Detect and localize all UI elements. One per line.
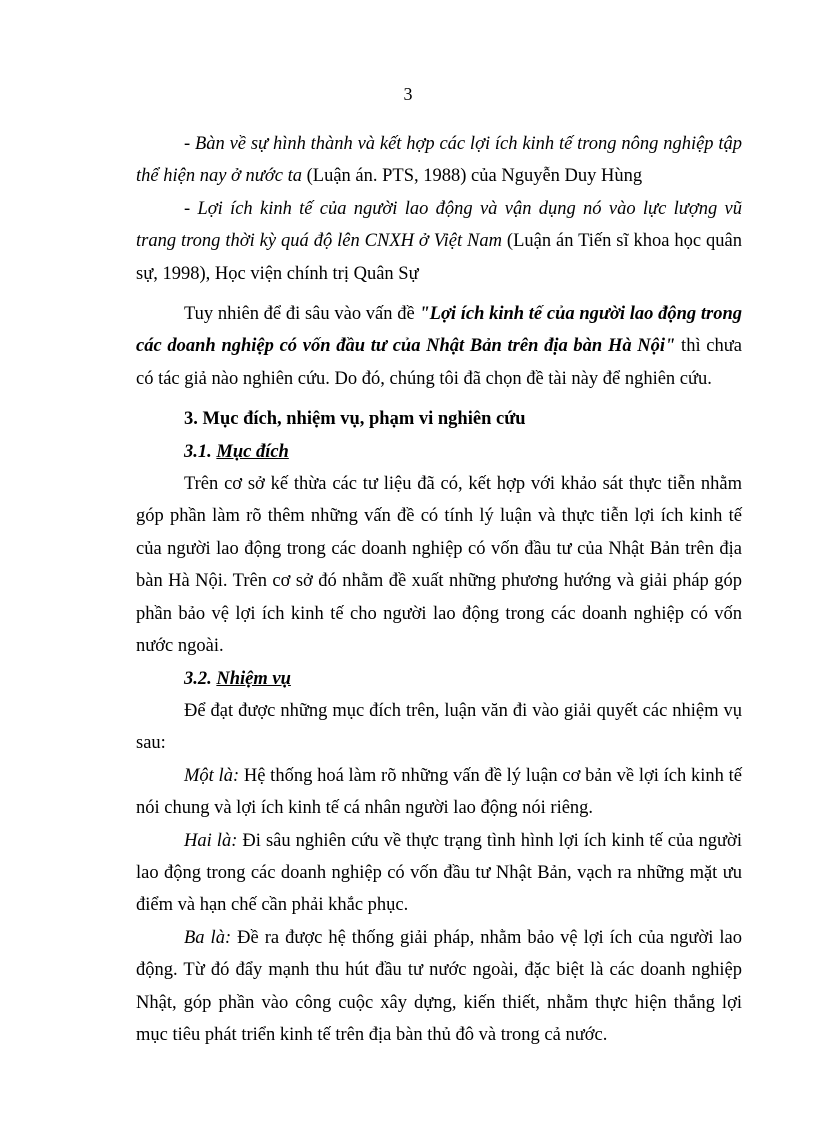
thesis-title: "Lợi ích kinh tế của người lao động trong các doanh nghiệp có vốn đầu tư của Nhật Bản trên địa bàn Hà Nội": [136, 304, 742, 357]
subsection-3-2-title: Nhiệm vụ: [216, 668, 291, 689]
research-gap-paragraph: [136, 298, 742, 395]
research-gap-suffix: thì chưa có tác giả nào nghiên cứu. Do đó, chúng tôi đã chọn đề tài này để nghiên cứu.: [136, 336, 742, 389]
subsection-3-1-title: Mục đích: [216, 441, 289, 462]
reference-2-title: - Lợi ích kinh tế của người lao động và vận dụng nó vào lực lượng vũ trang trong thời kỳ quá độ lên CNXH ở Việt Nam: [136, 198, 742, 252]
task-2-paragraph: [136, 825, 742, 922]
page-number: 3: [403, 84, 413, 104]
reference-1-details: (Luận án. PTS, 1988) của Nguyễn Duy Hùng: [301, 166, 643, 187]
reference-item-1: [136, 128, 742, 193]
subsection-3-2-number: 3.2.: [184, 668, 217, 689]
task-1-paragraph: [136, 760, 742, 825]
reference-2-details: (Luận án Tiến sĩ khoa học quân sự, 1998), Học viện chính trị Quân Sự: [136, 231, 742, 284]
task-3-label: Ba là:: [184, 927, 232, 948]
task-1-text: Hệ thống hoá làm rõ những vấn đề lý luận cơ bản về lợi ích kinh tế nói chung và lợi ích kinh tế cá nhân người lao động nói riêng.: [136, 765, 742, 819]
subsection-3-1-heading: [136, 436, 742, 468]
section-3-heading: 3. Mục đích, nhiệm vụ, phạm vi nghiên cứu: [184, 409, 526, 430]
task-2-label: Hai là:: [184, 830, 238, 851]
task-2-text: Đi sâu nghiên cứu về thực trạng tình hình lợi ích kinh tế của người lao động trong các doanh nghiệp có vốn đầu tư Nhật Bản, vạch ra những mặt ưu điểm và hạn chế cần phải khắc phục.: [136, 830, 742, 916]
document-body: [136, 128, 742, 1051]
subsection-3-2-heading: [136, 663, 742, 695]
task-3-paragraph: [136, 922, 742, 1052]
research-gap-prefix: Tuy nhiên để đi sâu vào vấn đề: [184, 304, 420, 325]
task-1-label: Một là:: [184, 765, 240, 786]
reference-item-2: [136, 193, 742, 290]
subsection-3-1-number: 3.1.: [184, 441, 217, 462]
purpose-paragraph: Trên cơ sở kế thừa các tư liệu đã có, kết hợp với khảo sát thực tiễn nhằm góp phần làm rõ thêm những vấn đề có tính lý luận và thực tiễn lợi ích kinh tế của người lao động trong các doanh nghiệp có vốn đầu tư của Nhật Bản trên địa bàn Hà Nội. Trên cơ sở đó nhằm đề xuất những phương hướng và giải pháp góp phần bảo vệ lợi ích kinh tế cho người lao động trong các doanh nghiệp có vốn nước ngoài.: [136, 474, 742, 657]
reference-1-title: - Bàn về sự hình thành và kết hợp các lợi ích kinh tế trong nông nghiệp tập thể hiện nay ở nước ta: [136, 134, 742, 187]
tasks-intro-paragraph: Để đạt được những mục đích trên, luận văn đi vào giải quyết các nhiệm vụ sau:: [136, 700, 742, 754]
task-3-text: Đề ra được hệ thống giải pháp, nhằm bảo vệ lợi ích của người lao động. Từ đó đẩy mạnh thu hút đầu tư nước ngoài, đặc biệt là các doanh nghiệp Nhật, góp phần vào công cuộc xây dựng, kiến thiết, nhằm thực hiện thắng lợi mục tiêu phát triển kinh tế trên địa bàn thủ đô và trong cả nước.: [136, 927, 742, 1045]
